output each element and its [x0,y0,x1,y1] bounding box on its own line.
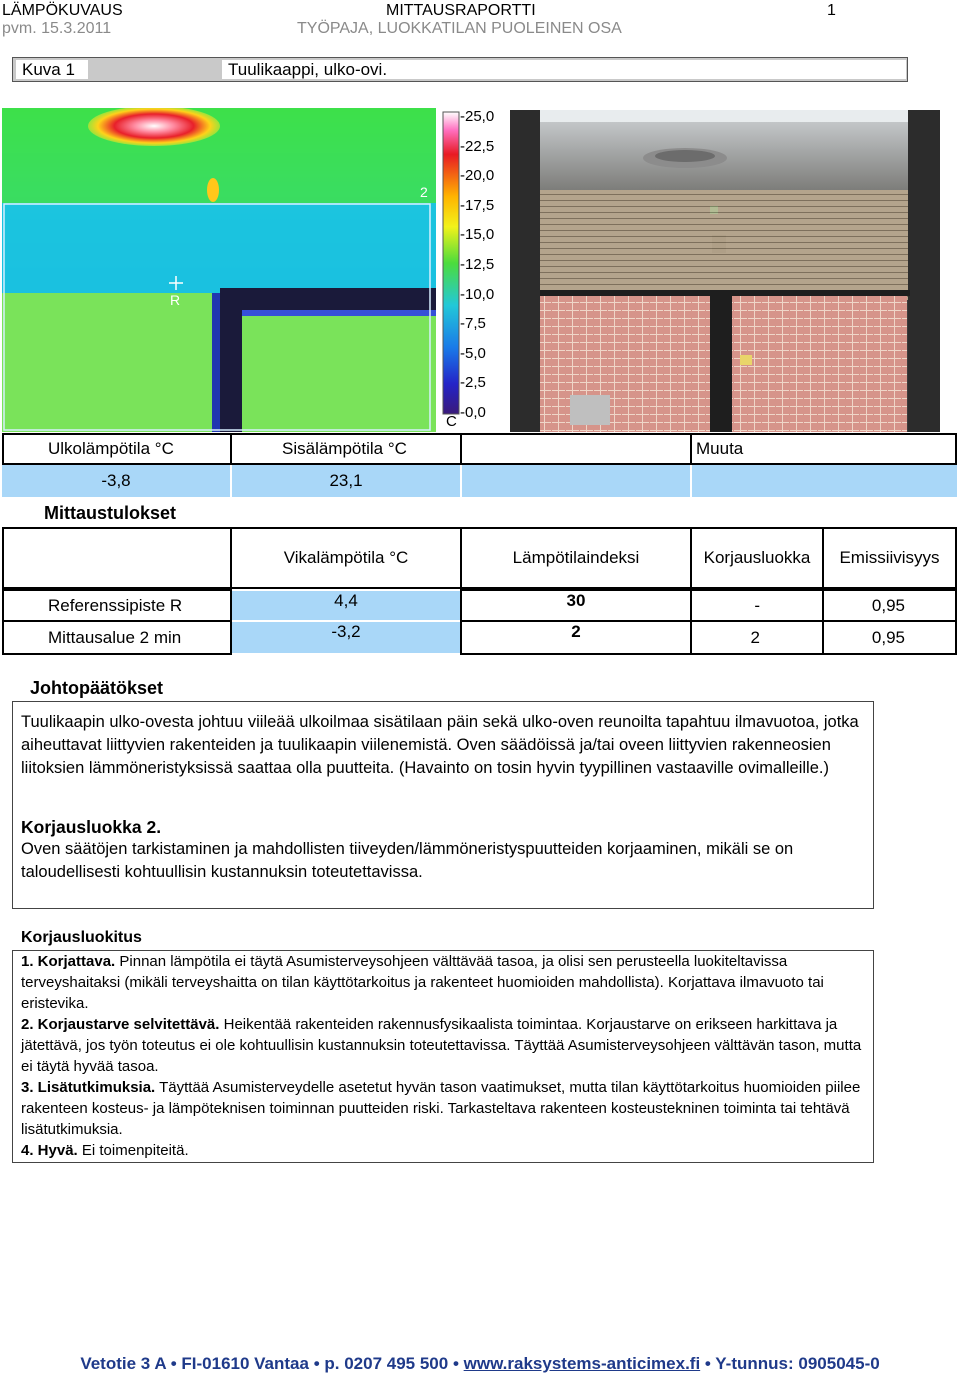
footer [0,1354,960,1374]
classification-item-1 [21,951,871,1014]
report-title: MITTAUSRAPORTTI [386,2,536,19]
indoor-temp-value: 23,1 [232,465,460,497]
footer-business-id: Y-tunnus: 0905045-0 [715,1354,880,1373]
report-subtitle: TYÖPAJA, LUOKKATILAN PUOLEINEN OSA [297,20,622,37]
outdoor-temp-header: Ulkolämpötila °C [2,433,232,465]
results-corner-cell [2,527,232,589]
report-type: LÄMPÖKUVAUS [2,2,123,19]
scale-tick-label: -12,5 [460,256,495,273]
fault-temp-header: Vikalämpötila °C [230,527,462,589]
reference-point-class: - [690,589,824,622]
page-number: 1 [827,2,836,19]
footer-phone: p. 0207 495 500 [324,1354,449,1373]
reference-point-emissivity: 0,95 [822,589,957,622]
scale-tick-label: -7,5 [460,315,486,333]
classification-box [12,950,874,1163]
scale-tick-label: -20,0 [460,167,495,185]
image-caption-bar [12,57,908,82]
conclusions-text: Tuulikaapin ulko-ovesta johtuu viileää ulkoilmaa sisätilaan päin sekä ulko-oven reunoilta tapahtuu ilmavuotoa, jotka aiheuttavat liittyvien rakenteiden ja tuulikaapin viilenemistä. Oven säädöissä ja/tai oveen liittyvien rakenneosien liitoksien lämmöneristyksissä saattaa olla puutteita. (Havainto on tosin hyvin tyypillinen vastaaville ovimalleille.) [21,713,859,777]
measurement-area-index: 2 [460,620,692,655]
empty-header-cell [460,433,692,465]
image-label: Kuva 1 [16,60,88,79]
classification-item-2-text: Heikentää rakenteiden rakennusfysikaalista toimintaa. Korjaustarve on erikseen harkittava ja jätettävä, jos työn toteutus ei ole kohtuullisin kustannuksin toteutettavissa. Täyttää Asumisterveysohjeen välttävän tason, mutta ei täytä hyvää tasoa. [21,1016,862,1075]
footer-separator: • [704,1354,711,1373]
scale-tick-label: -25,0 [460,108,495,125]
classification-item-3-heading: 3. Lisätutkimuksia. [21,1079,156,1096]
measurement-area-name: Mittausalue 2 min [2,620,232,655]
classification-item-1-text: Pinnan lämpötila ei täytä Asumisterveysohjeen välttävää tasoa, ja olisi sen perusteella luokiteltavissa terveyshaitaksi (mikäli terveyshaitta on tilan käyttötarkoitus ja rakenteet huomioiden mahdollista). Korjattava ilmavuoto tai eristevika. [21,953,824,1012]
measurement-area-emissivity: 0,95 [822,620,957,655]
scale-tick-label: -5,0 [460,344,486,362]
measurement-area-marker: 2 [420,184,428,200]
repair-class-text: Oven säätöjen tarkistaminen ja mahdollisten tiiveyden/lämmöneristyspuutteiden korjaaminen, mikäli se on taloudellisesti kohtuullisin kustannuksin toteutettavissa. [21,840,794,881]
other-header: Muuta [690,433,957,465]
measurement-area-temp: -3,2 [232,622,460,653]
reference-point-temp: 4,4 [232,591,460,620]
scale-unit: C [446,413,457,430]
temp-index-header: Lämpötilaindeksi [460,527,692,589]
classification-item-4-heading: 4. Hyvä. [21,1142,78,1159]
indoor-temp-header: Sisälämpötila °C [230,433,462,465]
classification-item-2 [21,1014,871,1077]
footer-city: FI-01610 Vantaa [181,1354,309,1373]
scale-tick-label: -17,5 [460,196,495,214]
footer-separator: • [452,1354,459,1373]
outdoor-temp-value: -3,8 [2,465,230,497]
thermal-image [2,108,436,432]
image-description: Tuulikaappi, ulko-ovi. [222,60,906,79]
scale-tick-label: -15,0 [460,226,495,244]
empty-value-cell [462,465,690,497]
classification-item-2-heading: 2. Korjaustarve selvitettävä. [21,1016,220,1033]
temperature-scale [440,108,508,432]
measurement-area-class: 2 [690,620,824,655]
repair-class-header: Korjausluokka [690,527,824,589]
classification-item-4-text: Ei toimenpiteitä. [77,1142,189,1159]
footer-address: Vetotie 3 A [80,1354,166,1373]
conclusions-title: Johtopäätökset [30,678,164,698]
report-date: pvm. 15.3.2011 [2,20,112,37]
reference-point-marker: R [170,292,181,308]
door-photo [510,110,940,432]
classification-item-4 [21,1140,871,1161]
scale-tick-label: -0,0 [460,404,486,421]
classification-item-3 [21,1077,871,1140]
footer-website-link[interactable]: www.raksystems-anticimex.fi [463,1354,701,1373]
scale-tick-label: -10,0 [460,285,495,303]
emissivity-header: Emissiivisyys [822,527,957,589]
other-value [692,465,957,497]
classification-item-1-heading: 1. Korjattava. [21,953,116,970]
footer-separator: • [313,1354,320,1373]
scale-tick-label: -22,5 [460,137,495,155]
reference-point-name: Referenssipiste R [2,589,232,622]
reference-point-index: 30 [460,589,692,622]
scale-tick-label: -2,5 [460,374,486,392]
results-title: Mittaustulokset [44,503,177,523]
conclusions-box [12,701,874,909]
footer-separator: • [170,1354,177,1373]
repair-class-heading: Korjausluokka 2. [21,817,162,837]
classification-title: Korjausluokitus [21,929,142,946]
classification-item-3-text: Täyttää Asumisterveydelle asetetut hyvän tason vaatimukset, mutta tilan käyttötarkoitus huomioiden piilee rakenteen kosteus- ja lämpöteknisen toiminnan puutteiden riski. Tarkasteltava rakenteen kosteustekninen toiminta tai tehtävä lisätutkimuksia. [21,1079,861,1138]
